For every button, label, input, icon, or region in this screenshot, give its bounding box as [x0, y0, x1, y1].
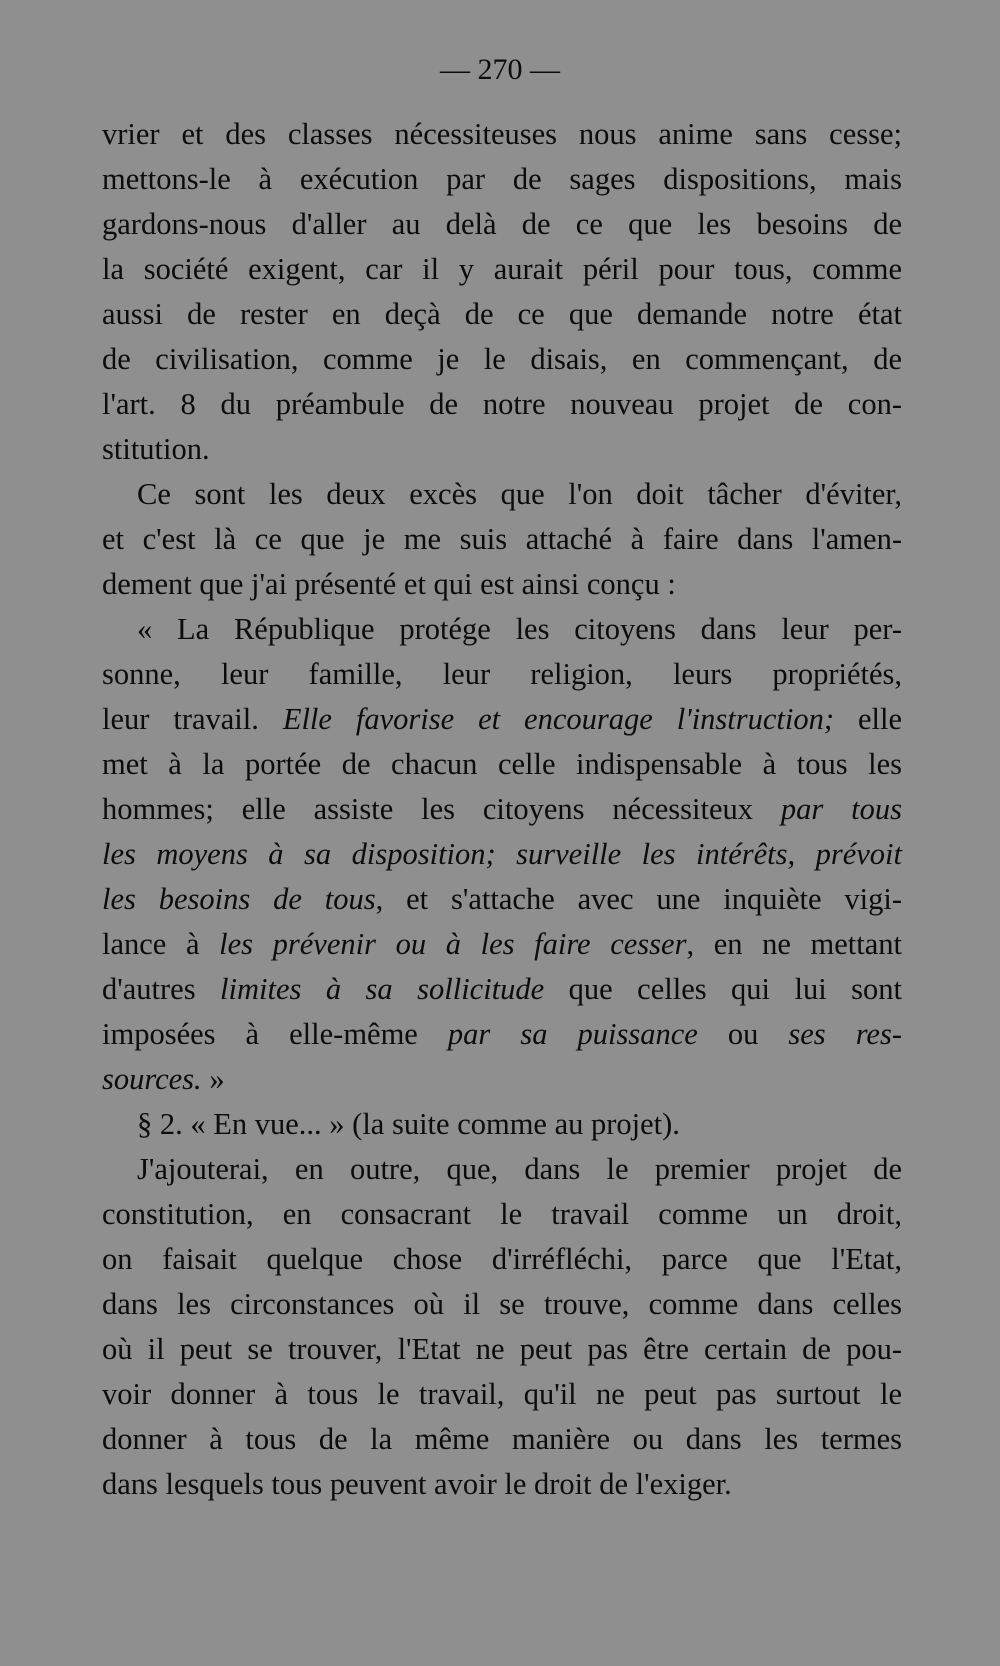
- text-line: [102, 607, 902, 652]
- text-segment: stitution.: [102, 432, 210, 466]
- text-line: [102, 1102, 902, 1147]
- text-line: [102, 697, 902, 742]
- text-line: [102, 1282, 902, 1327]
- text-line: [102, 382, 902, 427]
- italic-text: limites à sa sollicitude: [220, 972, 545, 1006]
- text-segment: la société exigent, car il y aurait péril pour tous, comme: [102, 252, 902, 286]
- text-line: [102, 967, 902, 1012]
- text-line: [102, 652, 902, 697]
- text-segment: leur travail.: [102, 702, 283, 736]
- text-line: [102, 472, 902, 517]
- text-segment: ou: [697, 1017, 789, 1051]
- text-line: [102, 292, 902, 337]
- text-line: [102, 202, 902, 247]
- text-segment: gardons-nous d'aller au delà de ce que les besoins de: [102, 207, 902, 241]
- text-line: [102, 157, 902, 202]
- text-segment: hommes; elle assiste les citoyens nécessiteux: [102, 792, 781, 826]
- text-segment: met à la portée de chacun celle indispensable à tous les: [102, 747, 902, 781]
- text-line: [102, 742, 902, 787]
- text-segment: on faisait quelque chose d'irréfléchi, parce que l'Etat,: [102, 1242, 902, 1276]
- text-line: [102, 427, 902, 472]
- text-segment: l'art. 8 du préambule de notre nouveau projet de con-: [102, 387, 902, 421]
- italic-text: par sa puissance: [447, 1017, 698, 1051]
- text-segment: que celles qui lui sont: [544, 972, 903, 1006]
- text-segment: »: [201, 1062, 225, 1096]
- italic-text: par tous: [780, 792, 903, 826]
- text-line: [102, 337, 902, 382]
- italic-text: les prévenir ou à les faire cesser: [219, 927, 687, 961]
- text-line: [102, 1327, 902, 1372]
- italic-text: sources.: [102, 1062, 202, 1096]
- text-segment: et c'est là ce que je me suis attaché à faire dans l'amen-: [102, 522, 902, 556]
- text-line: [102, 1147, 902, 1192]
- text-line: [102, 562, 902, 607]
- italic-text: Elle favorise et encourage l'instruction;: [282, 702, 835, 736]
- italic-text: les besoins de tous: [102, 882, 376, 916]
- text-line: [102, 1462, 902, 1507]
- text-line: [102, 877, 902, 922]
- text-segment: elle: [834, 702, 902, 736]
- italic-text: les moyens à sa disposition; surveille les intérêts, prévoit: [102, 837, 902, 871]
- text-segment: lance à: [102, 927, 220, 961]
- text-segment: constitution, en consacrant le travail comme un droit,: [102, 1197, 902, 1231]
- text-segment: Ce sont les deux excès que l'on doit tâcher d'éviter,: [137, 477, 902, 511]
- text-line: [102, 1012, 902, 1057]
- text-segment: voir donner à tous le travail, qu'il ne peut pas surtout le: [102, 1377, 902, 1411]
- text-segment: dans lesquels tous peuvent avoir le droit de l'exiger.: [102, 1467, 732, 1501]
- text-segment: , et s'attache avec une inquiète vigi-: [375, 882, 902, 916]
- text-line: [102, 247, 902, 292]
- text-line: [102, 517, 902, 562]
- text-segment: J'ajouterai, en outre, que, dans le premier projet de: [137, 1152, 902, 1186]
- page-number: — 270 —: [440, 53, 560, 86]
- text-segment: de civilisation, comme je le disais, en commençant, de: [102, 342, 902, 376]
- text-line: [102, 1237, 902, 1282]
- text-line: [102, 1417, 902, 1462]
- text-segment: sonne, leur famille, leur religion, leurs propriétés,: [102, 657, 902, 691]
- text-segment: imposées à elle-même: [102, 1017, 448, 1051]
- body-text: [102, 112, 902, 1507]
- text-segment: vrier et des classes nécessiteuses nous anime sans cesse;: [102, 117, 902, 151]
- text-segment: dement que j'ai présenté et qui est ainsi conçu :: [102, 567, 676, 601]
- text-line: [102, 112, 902, 157]
- text-line: [102, 1372, 902, 1417]
- text-segment: « La République protége les citoyens dans leur per-: [137, 612, 902, 646]
- text-segment: , en ne mettant: [686, 927, 903, 961]
- text-segment: § 2. « En vue... » (la suite comme au projet).: [137, 1107, 680, 1141]
- text-segment: aussi de rester en deçà de ce que demande notre état: [102, 297, 902, 331]
- text-segment: dans les circonstances où il se trouve, comme dans celles: [102, 1287, 902, 1321]
- text-segment: où il peut se trouver, l'Etat ne peut pas être certain de pou-: [102, 1332, 902, 1366]
- text-line: [102, 1192, 902, 1237]
- text-segment: d'autres: [102, 972, 221, 1006]
- italic-text: ses res-: [788, 1017, 902, 1051]
- text-line: [102, 787, 902, 832]
- text-segment: donner à tous de la même manière ou dans les termes: [102, 1422, 902, 1456]
- text-segment: mettons-le à exécution par de sages dispositions, mais: [102, 162, 902, 196]
- text-line: [102, 922, 902, 967]
- text-line: [102, 832, 902, 877]
- text-line: [102, 1057, 902, 1102]
